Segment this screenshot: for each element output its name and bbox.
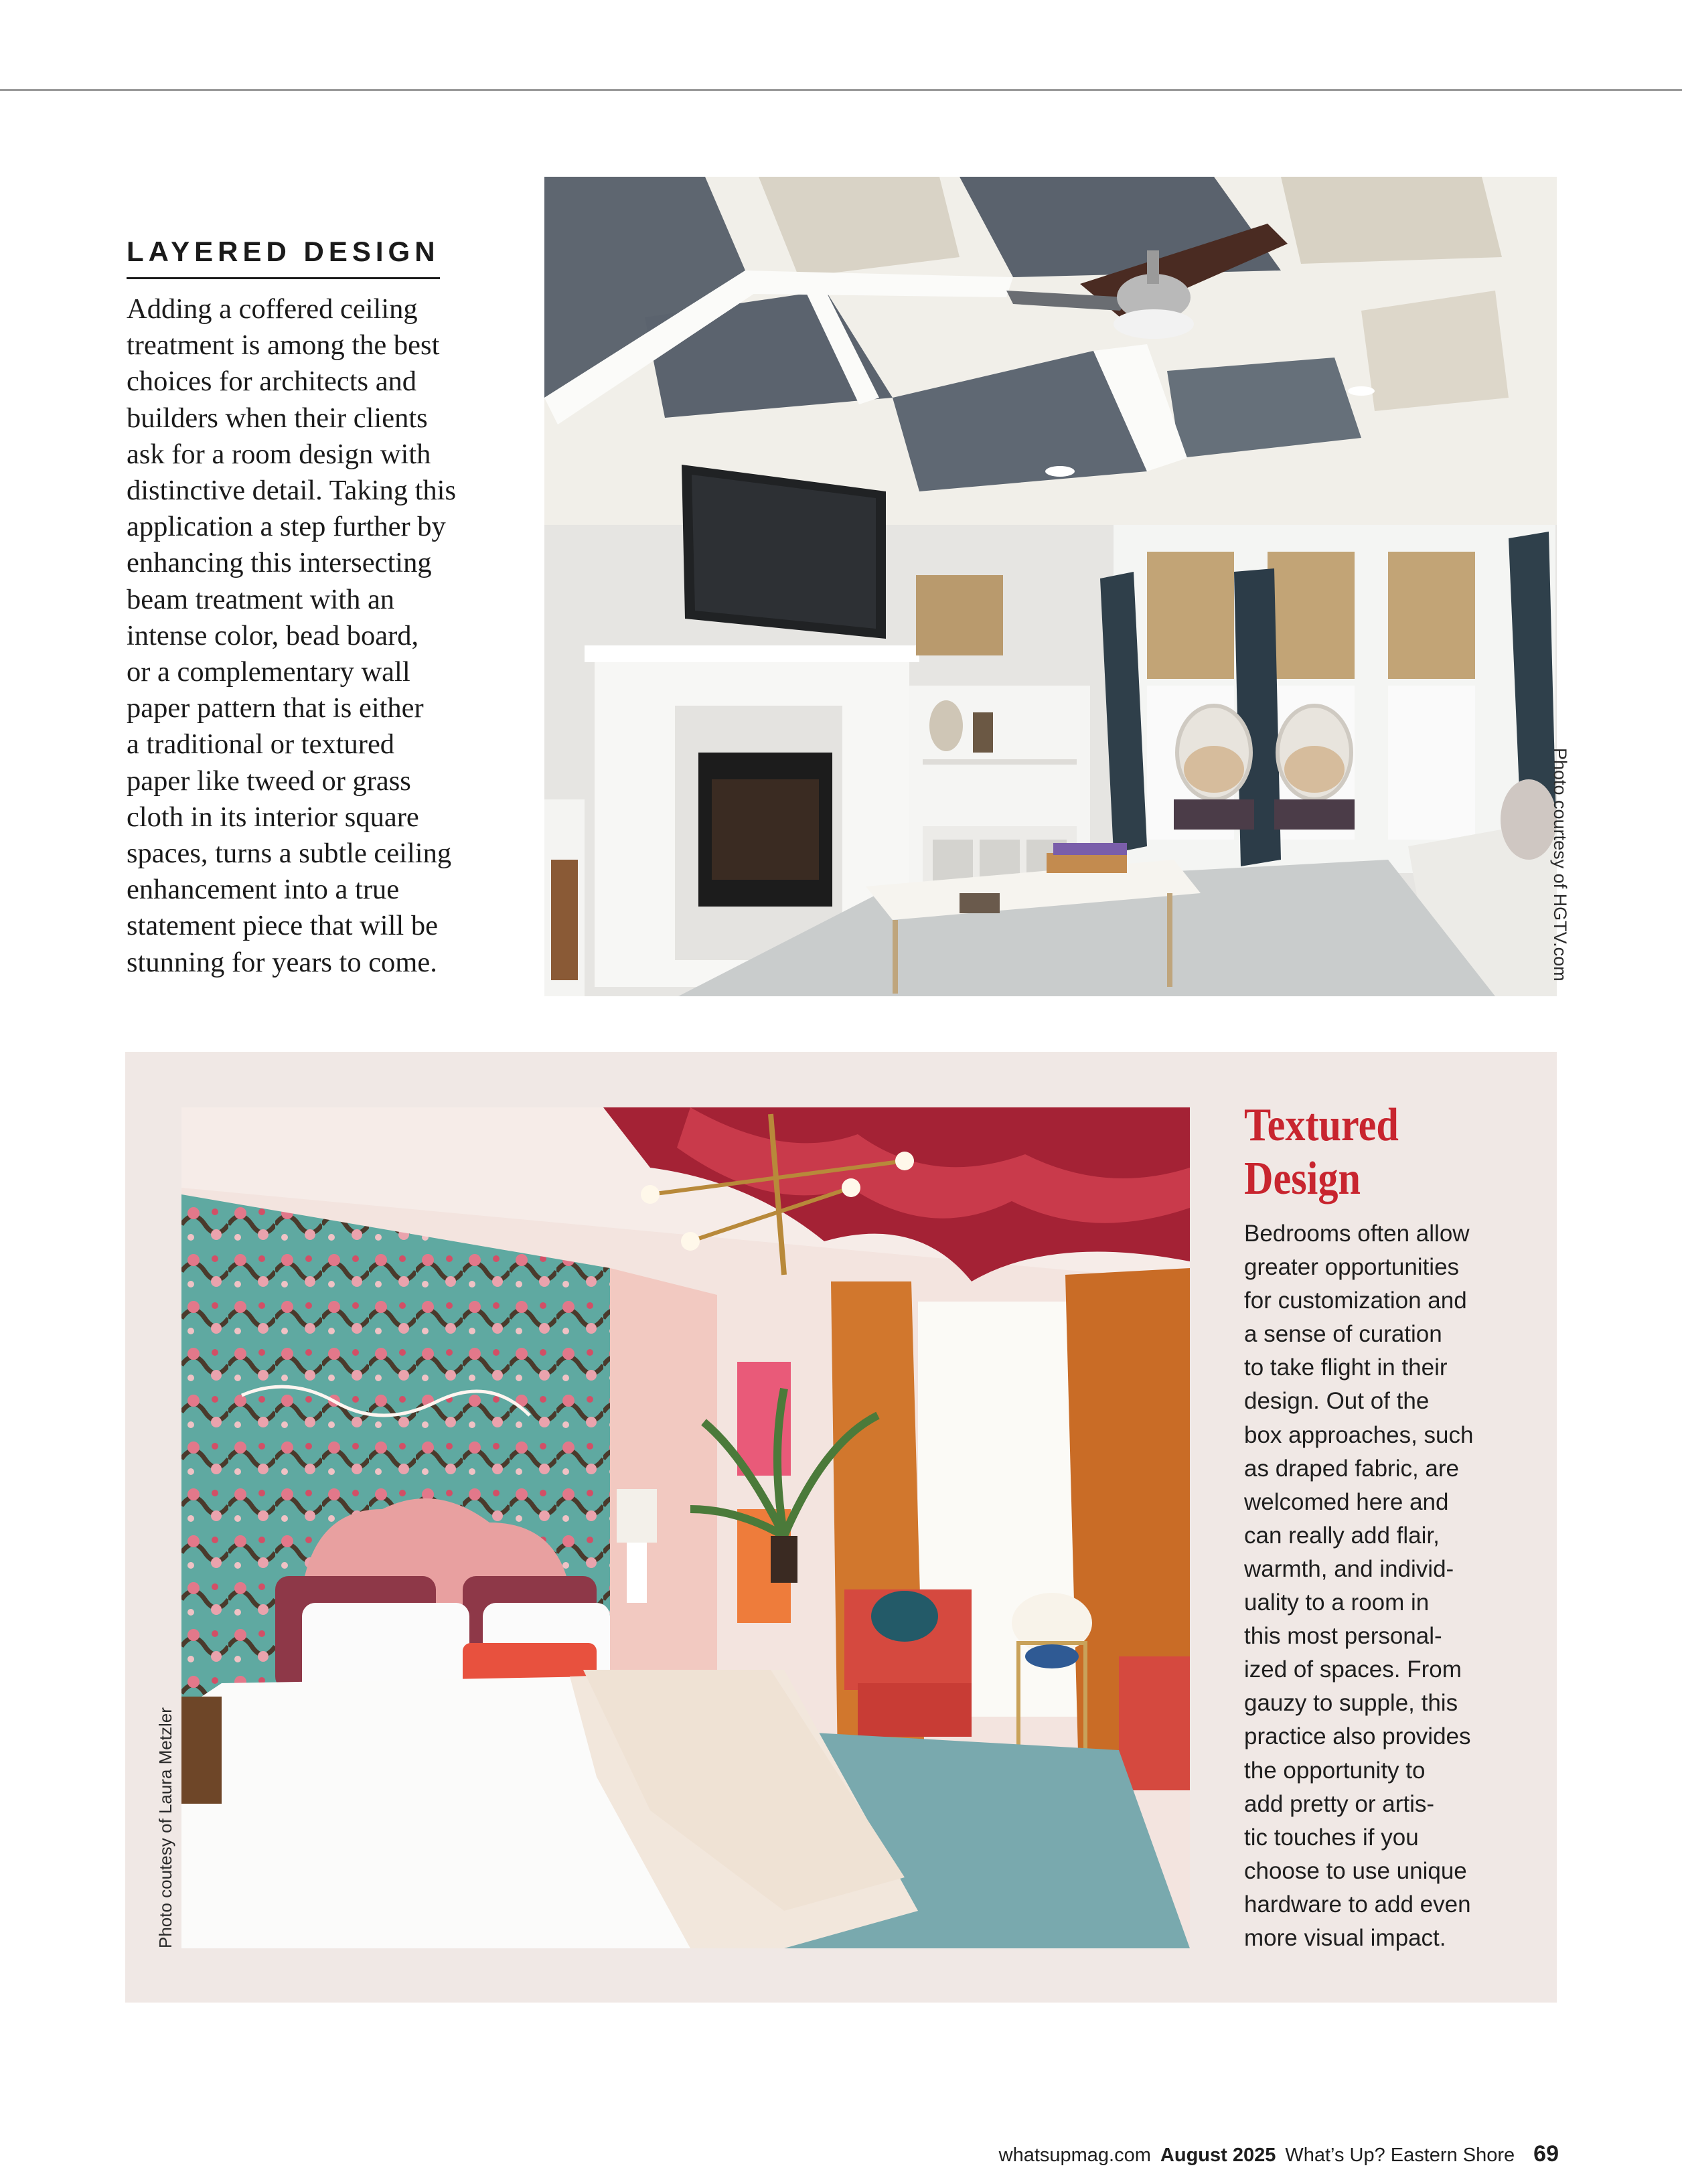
body-line: builders when their clients [127, 402, 428, 434]
body-line: treatment is among the best [127, 329, 440, 362]
body-line: practice also provides [1244, 1723, 1471, 1750]
body-line: distinctive detail. Taking this [127, 475, 457, 507]
body-line: can really add flair, [1244, 1522, 1440, 1549]
body-line: gauzy to supple, this [1244, 1690, 1458, 1717]
body-line: to take flight in their [1244, 1354, 1448, 1381]
body-line: spaces, turns a subtle ceiling [127, 838, 452, 870]
body-line: ized of spaces. From [1244, 1656, 1462, 1683]
body-line: this most personal- [1244, 1623, 1442, 1650]
textured-design-heading [1244, 1099, 1474, 1206]
body-line: choose to use unique [1244, 1857, 1467, 1884]
body-line: Bedrooms often allow [1244, 1221, 1470, 1247]
layered-design-body [127, 291, 502, 981]
body-line: box approaches, such [1244, 1421, 1474, 1448]
body-line: add pretty or artis- [1244, 1790, 1434, 1817]
layered-design-heading: LAYERED DESIGN [127, 236, 440, 279]
body-line: ask for a room design with [127, 438, 431, 470]
body-line: greater opportunities [1244, 1254, 1460, 1281]
body-line: application a step further by [127, 511, 446, 543]
body-line: uality to a room in [1244, 1589, 1430, 1616]
footer-date: August 2025 [1160, 2144, 1276, 2166]
body-line: paper pattern that is either [127, 692, 424, 724]
body-line: stunning for years to come. [127, 946, 437, 978]
body-line: hardware to add even [1244, 1891, 1471, 1918]
body-line: or a complementary wall [127, 656, 410, 688]
body-line: for customization and [1244, 1288, 1467, 1314]
body-line: beam treatment with an [127, 583, 395, 615]
bedroom-draped-ceiling-photo [181, 1107, 1190, 1948]
body-line: welcomed here and [1244, 1488, 1449, 1515]
body-line: design. Out of the [1244, 1388, 1430, 1415]
body-line: choices for architects and [127, 366, 417, 398]
photo-credit-text: Photo courtesy of HGTV.com [1550, 748, 1570, 982]
body-line: intense color, bead board, [127, 619, 419, 651]
body-line: paper like tweed or grass [127, 765, 411, 797]
page-footer [999, 2141, 1559, 2167]
coffered-ceiling-living-room-photo [544, 177, 1557, 996]
body-line: enhancement into a true [127, 874, 400, 906]
heading-line: Textured [1244, 1099, 1399, 1151]
body-line: Adding a coffered ceiling [127, 293, 418, 325]
footer-site: whatsupmag.com [998, 2144, 1151, 2166]
body-line: tic touches if you [1244, 1824, 1419, 1851]
footer-magazine: What’s Up? Eastern Shore [1285, 2144, 1515, 2166]
body-line: a sense of curation [1244, 1321, 1442, 1348]
body-line: as draped fabric, are [1244, 1455, 1460, 1482]
top-rule [0, 89, 1682, 91]
page-number: 69 [1533, 2141, 1559, 2167]
heading-line: Design [1244, 1153, 1361, 1204]
photo-credit-text: Photo coutesy of Laura Metzler [155, 1707, 175, 1948]
body-line: enhancing this intersecting [127, 547, 432, 579]
body-line: the opportunity to [1244, 1757, 1426, 1784]
textured-design-body [1244, 1217, 1525, 1955]
body-line: more visual impact. [1244, 1924, 1446, 1951]
body-line: warmth, and individ- [1244, 1555, 1454, 1582]
body-line: a traditional or textured [127, 728, 395, 761]
body-line: statement piece that will be [127, 910, 438, 942]
body-line: cloth in its interior square [127, 801, 419, 833]
